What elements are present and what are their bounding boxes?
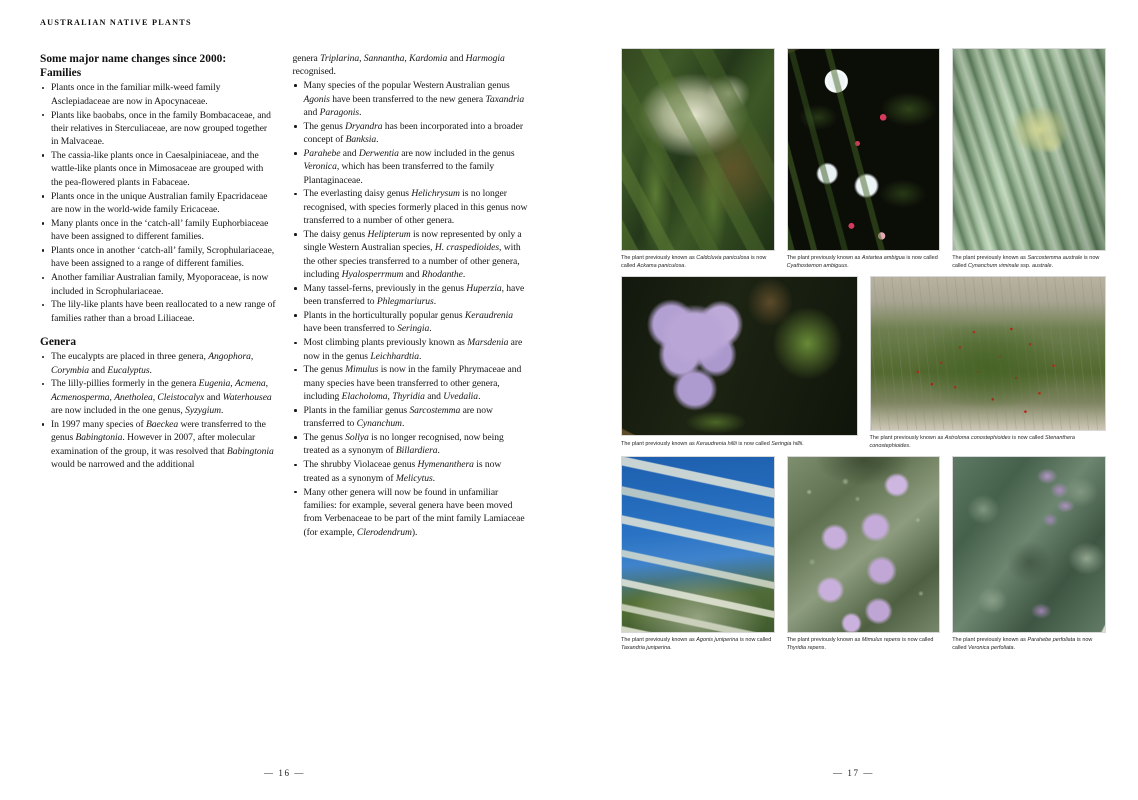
list-item: The everlasting daisy genus Helichrysum is no longer recognised, with species formerly placed in this genus now transferred to a number of other genera. <box>293 187 529 227</box>
plate-thyridia <box>787 456 941 652</box>
plant-photo-image <box>622 277 857 435</box>
caption-cyathostemon: The plant previously known as Astartea ambigua is now called Cyathostemon ambiguus. <box>786 255 938 269</box>
photo-ackama <box>621 48 775 251</box>
list-item: Plants once in the familiar milk-weed family Asclepiadaceae are now in Apocynaceae. <box>40 81 276 108</box>
caption-cynanchum: The plant previously known as Sarcostemma australe is now called Cynanchum viminale ssp. australe. <box>952 255 1100 269</box>
photo-veronica <box>952 456 1106 633</box>
list-item: The shrubby Violaceae genus Hymenanthera is now treated as a synonym of Melicytus. <box>293 458 529 485</box>
list-item: The lily-like plants have been reallocated to a new range of families rather than a broad Liliaceae. <box>40 298 276 325</box>
section-heading-genera: Genera <box>40 336 77 349</box>
caption-thyridia: The plant previously known as Mimulus repens is now called Thyridia repens. <box>786 637 934 651</box>
list-item: Many tassel-ferns, previously in the genus Huperzia, have been transferred to Phlegmariurus. <box>293 282 529 309</box>
plant-photo-image <box>622 457 774 632</box>
caption-veronica: The plant previously known as Parahebe perfoliata is now called Veronica perfoliata. <box>952 637 1093 651</box>
list-item: The genus Mimulus is now in the family Phrymaceae and many species have been transferred to other genera, including Elacholoma, Thyridia and Uvedalia. <box>293 363 529 403</box>
genera-bullet-list <box>40 350 276 471</box>
list-item: Plants like baobabs, once in the family Bombacaceae, and their relatives in Sterculiaceae, are now grouped together in Malvaceae. <box>40 109 276 149</box>
plate-taxandria <box>621 456 775 652</box>
plant-photo-image <box>788 457 940 632</box>
plate-ackama <box>621 48 775 270</box>
plate-stenanthera <box>870 276 1107 450</box>
page-number-right: — 17 — <box>832 768 875 778</box>
plant-photo-image <box>622 49 774 250</box>
caption-seringia: The plant previously known as Keraudrenia hillii is now called Seringia hillii. <box>621 440 804 447</box>
list-item-continuation: genera Triplarina, Sannantha, Kardomia and Harmogia recognised. <box>292 53 505 78</box>
list-item: The cassia-like plants once in Caesalpiniaceae, and the wattle-like plants once in Mimosaceae are grouped with the pea-flowered plants in Fabaceae. <box>40 149 276 189</box>
list-item: Many species of the popular Western Australian genus Agonis have been transferred to the new genera Taxandria and Paragonis. <box>293 79 529 119</box>
genera-bullet-list-continued <box>293 52 529 539</box>
list-item: Another familiar Australian family, Myoporaceae, is now included in Scrophulariaceae. <box>40 271 276 298</box>
plate-cynanchum <box>952 48 1106 270</box>
list-item: In 1997 many species of Baeckea were transferred to the genus Babingtonia. However in 2007, after molecular examination of the group, it was resolved that Babingtonia would be narrowed and the additional <box>40 418 276 471</box>
list-item: The lilly-pillies formerly in the genera Eugenia, Acmena, Acmenosperma, Anetholea, Cleistocalyx and Waterhousea are now included in the one genus, Syzygium. <box>40 377 276 417</box>
plate-cyathostemon <box>787 48 941 270</box>
plant-photo-image <box>871 277 1106 430</box>
list-item: Most climbing plants previously known as Marsdenia are now in the genus Leichhardtia. <box>293 336 529 363</box>
list-item: The genus Dryandra has been incorporated into a broader concept of Banksia. <box>293 120 529 147</box>
page-number-left: — 16 — <box>263 768 306 778</box>
list-item: Plants once in the unique Australian family Epacridaceae are now in the world-wide family Ericaceae. <box>40 190 276 217</box>
plate-seringia <box>621 276 858 450</box>
photo-cyathostemon <box>787 48 941 251</box>
photo-cynanchum <box>952 48 1106 251</box>
photo-thyridia <box>787 456 941 633</box>
section-heading-families <box>40 52 276 80</box>
plant-photo-image <box>953 457 1105 632</box>
running-head: AUSTRALIAN NATIVE PLANTS <box>40 18 192 27</box>
caption-taxandria: The plant previously known as Agonis juniperina is now called Taxandria juniperina. <box>621 637 772 651</box>
right-page <box>569 0 1138 800</box>
photo-plate-area <box>621 48 1106 652</box>
text-column-2 <box>293 52 529 742</box>
list-item: Many other genera will now be found in unfamiliar families: for example, several genera have been moved from Verbenaceae to be part of the mint family Lamiaceae (for example, Clerodendrum). <box>293 486 529 539</box>
list-item: The eucalypts are placed in three genera, Angophora, Corymbia and Eucalyptus. <box>40 350 276 377</box>
photo-row-2 <box>621 276 1106 450</box>
list-item: The daisy genus Helipterum is now represented by only a single Western Australian species, H. craspedioides, with the other species transferred to a number of other genera, including Hyalosperrmum and Rhodanthe. <box>293 228 529 281</box>
list-item: Parahebe and Derwentia are now included in the genus Veronica, which has been transferred to the family Plantaginaceae. <box>293 147 529 187</box>
photo-taxandria <box>621 456 775 633</box>
caption-ackama: The plant previously known as Caldcluvia paniculosa is now called Ackama paniculosa. <box>621 255 767 269</box>
list-item: Plants once in another ‘catch-all’ family, Scrophulariaceae, have been assigned to a range of different families. <box>40 244 276 271</box>
list-item: Many plants once in the ‘catch-all’ family Euphorbiaceae have been assigned to different families. <box>40 217 276 244</box>
plant-photo-image <box>953 49 1105 250</box>
list-item: Plants in the horticulturally popular genus Keraudrenia have been transferred to Seringia. <box>293 309 529 336</box>
plant-photo-image <box>788 49 940 250</box>
list-item: Plants in the familiar genus Sarcostemma are now transferred to Cynanchum. <box>293 404 529 431</box>
list-item: The genus Sollya is no longer recognised, now being treated as a synonym of Billardiera. <box>293 431 529 458</box>
text-column-1 <box>40 52 276 742</box>
photo-row-1 <box>621 48 1106 270</box>
section-heading-families-line1: Some major name changes since 2000: <box>40 53 227 65</box>
caption-stenanthera: The plant previously known as Astroloma conostephioides is now called Stenanthera conostephioides. <box>869 435 1075 449</box>
photo-row-3 <box>621 456 1106 652</box>
photo-seringia <box>621 276 858 436</box>
text-columns <box>40 52 528 742</box>
photo-stenanthera <box>870 276 1107 431</box>
plate-veronica <box>952 456 1106 652</box>
section-heading-families-line2: Families <box>40 67 82 80</box>
families-bullet-list <box>40 81 276 325</box>
